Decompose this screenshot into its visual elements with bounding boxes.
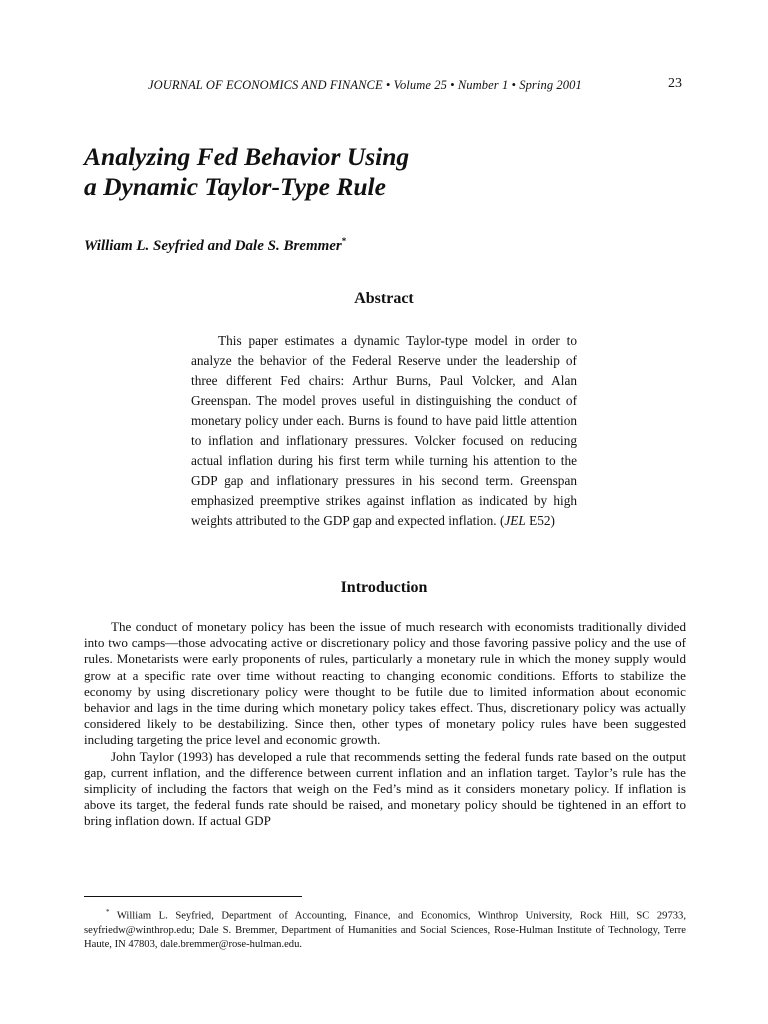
title-line-1: Analyzing Fed Behavior Using — [84, 142, 410, 171]
introduction-body — [84, 619, 686, 830]
abstract-heading-text: Abstract — [354, 290, 414, 307]
abstract-body-text: This paper estimates a dynamic Taylor-type model in order to analyze the behavior of the Federal Reserve under the leadership of three different Fed chairs: Arthur Burns, Paul Volcker, and Alan Greenspan. The model proves useful in distinguishing the conduct of monetary policy under each. Burns is found to have paid little attention to inflation and inflationary pressures. Volcker focused on reducing actual inflation during his first term while turning his attention to the GDP gap and inflationary pressures in his second term. Greenspan emphasized preemptive strikes against inflation as indicated by high weights attributed to the GDP gap and expected inflation. ( — [191, 333, 577, 528]
author-names: William L. Seyfried and Dale S. Bremmer — [84, 238, 342, 254]
author-line — [84, 236, 346, 255]
footnote-mark: * — [106, 908, 110, 916]
title-line-2: a Dynamic Taylor-Type Rule — [84, 172, 386, 201]
running-head: JOURNAL OF ECONOMICS AND FINANCE • Volume 25 • Number 1 • Spring 2001 — [148, 78, 582, 92]
footnote-text: William L. Seyfried, Department of Accounting, Finance, and Economics, Winthrop University, Rock Hill, SC 29733, seyfriedw@winthrop.edu; Dale S. Bremmer, Department of Humanities and Social Sciences, Rose-Hulman Institute of Technology, Terre Haute, IN 47803, dale.bremmer@rose-hulman.edu. — [84, 910, 686, 951]
author-footnote-mark: * — [341, 236, 347, 246]
jel-code: E52) — [525, 513, 555, 528]
page-number: 23 — [668, 76, 682, 91]
author-footnote — [84, 905, 686, 953]
footnote-divider — [84, 896, 302, 897]
jel-label: JEL — [504, 513, 526, 528]
abstract-heading — [0, 290, 768, 308]
introduction-heading: Introduction — [340, 579, 428, 596]
paragraph: The conduct of monetary policy has been the issue of much research with economists traditionally divided into two camps—those advocating active or discretionary policy and those favoring passive policy and the use of rules. Monetarists were early proponents of rules, particularly a monetary rule in which the money supply would grow at a specific rate over time without reacting to changing economic conditions. Efforts to stabilize the economy by using discretionary policy were thought to be futile due to limited information about economic behavior and lags in the time during which monetary policy takes effect. Thus, discretionary policy was actually considered likely to be destabilizing. Since then, other types of monetary policy rules have been suggested including targeting the price level and economic growth. — [84, 619, 686, 748]
paragraph: John Taylor (1993) has developed a rule that recommends setting the federal funds rate based on the output gap, current inflation, and the difference between current inflation and an inflation target. Taylor’s rule has the simplicity of including the factors that weigh on the Fed’s mind as it considers monetary policy. If inflation is above its target, the federal funds rate should be raised, and monetary policy should be tightened in an effort to bring inflation down. If actual GDP — [84, 748, 686, 829]
article-title — [84, 142, 409, 202]
abstract-text — [191, 331, 577, 531]
